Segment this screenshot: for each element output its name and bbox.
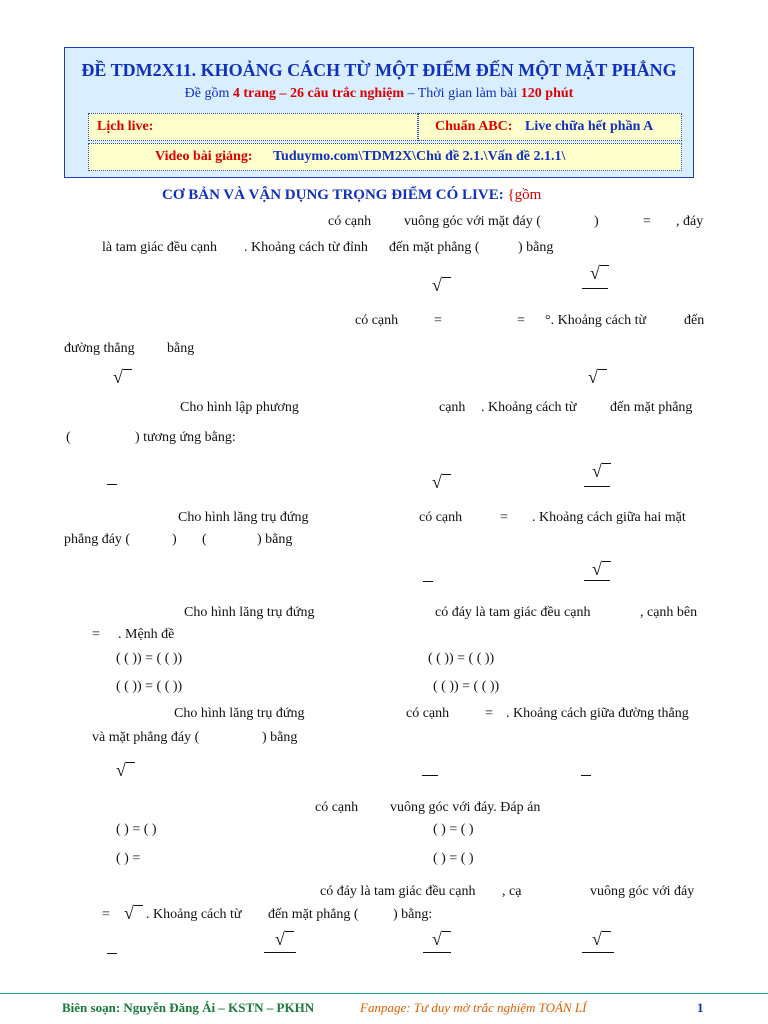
sqrt-icon: √ bbox=[590, 263, 600, 283]
fraction-bar bbox=[264, 952, 296, 953]
footer-divider bbox=[0, 993, 768, 994]
live-schedule-box bbox=[88, 113, 418, 141]
sqrt-icon: √ bbox=[592, 461, 602, 481]
live-label: Lịch live: bbox=[97, 119, 154, 134]
sqrt-icon: √ bbox=[124, 903, 134, 923]
option-c[interactable]: ( ) = bbox=[116, 851, 141, 866]
sqrt-icon: √ bbox=[432, 472, 442, 492]
abc-label: Chuẩn ABC: bbox=[435, 119, 513, 134]
fraction-bar bbox=[107, 953, 117, 954]
sqrt-icon: √ bbox=[113, 367, 123, 387]
sqrt-icon: √ bbox=[592, 929, 602, 949]
sqrt-icon: √ bbox=[432, 929, 442, 949]
option-b[interactable]: ( ( )) = ( ( )) bbox=[428, 651, 495, 666]
abc-box bbox=[418, 113, 682, 141]
fraction-bar bbox=[584, 580, 610, 581]
fraction-bar bbox=[582, 952, 614, 953]
fraction-bar bbox=[582, 288, 608, 289]
pages-count: 4 trang – 26 câu trắc nghiệm bbox=[232, 86, 404, 101]
video-label: Video bài giảng: bbox=[155, 149, 253, 164]
video-box[interactable] bbox=[88, 143, 682, 171]
option-b[interactable]: ( ) = ( ) bbox=[433, 822, 474, 837]
sqrt-icon: √ bbox=[592, 559, 602, 579]
fraction-bar bbox=[581, 775, 591, 776]
document-subtitle: Đề gồm 4 trang – 26 câu trắc nghiệm – Thời gian làm bài 120 phút bbox=[184, 86, 574, 101]
time-limit: 120 phút bbox=[520, 86, 574, 101]
document-title: ĐỀ TDM2X11. KHOẢNG CÁCH TỪ MỘT ĐIỂM ĐẾN MỘT MẶT PHẲNG bbox=[81, 60, 677, 80]
footer-fanpage[interactable]: Fanpage: Tư duy mở trắc nghiệm TOÁN LÍ bbox=[360, 1000, 587, 1015]
video-link[interactable]: Tuduymo.com\TDM2X\Chủ đề 2.1.\Vấn đề 2.1.1\ bbox=[273, 149, 566, 164]
option-a[interactable]: ( ( )) = ( ( )) bbox=[116, 651, 183, 666]
fraction-bar bbox=[423, 952, 451, 953]
fraction-bar bbox=[584, 486, 610, 487]
option-c[interactable]: ( ( )) = ( ( )) bbox=[116, 679, 183, 694]
sqrt-icon: √ bbox=[588, 367, 598, 387]
fraction-bar bbox=[422, 775, 438, 776]
section-title: CƠ BẢN VÀ VẬN DỤNG TRỌNG ĐIỂM CÓ LIVE: {gồm bbox=[162, 187, 542, 203]
header-box bbox=[64, 47, 694, 178]
option-d[interactable]: ( ( )) = ( ( )) bbox=[433, 679, 500, 694]
option-d[interactable]: ( ) = ( ) bbox=[433, 851, 474, 866]
fraction-bar bbox=[423, 581, 433, 582]
sqrt-icon: √ bbox=[275, 929, 285, 949]
fraction-bar bbox=[107, 484, 117, 485]
abc-value: Live chữa hết phần A bbox=[525, 119, 654, 134]
sqrt-icon: √ bbox=[432, 275, 442, 295]
option-a[interactable]: ( ) = ( ) bbox=[116, 822, 157, 837]
footer-author: Biên soạn: Nguyễn Đăng Ái – KSTN – PKHN bbox=[62, 1000, 315, 1015]
page-number: 1 bbox=[697, 1000, 704, 1015]
sqrt-icon: √ bbox=[116, 760, 126, 780]
